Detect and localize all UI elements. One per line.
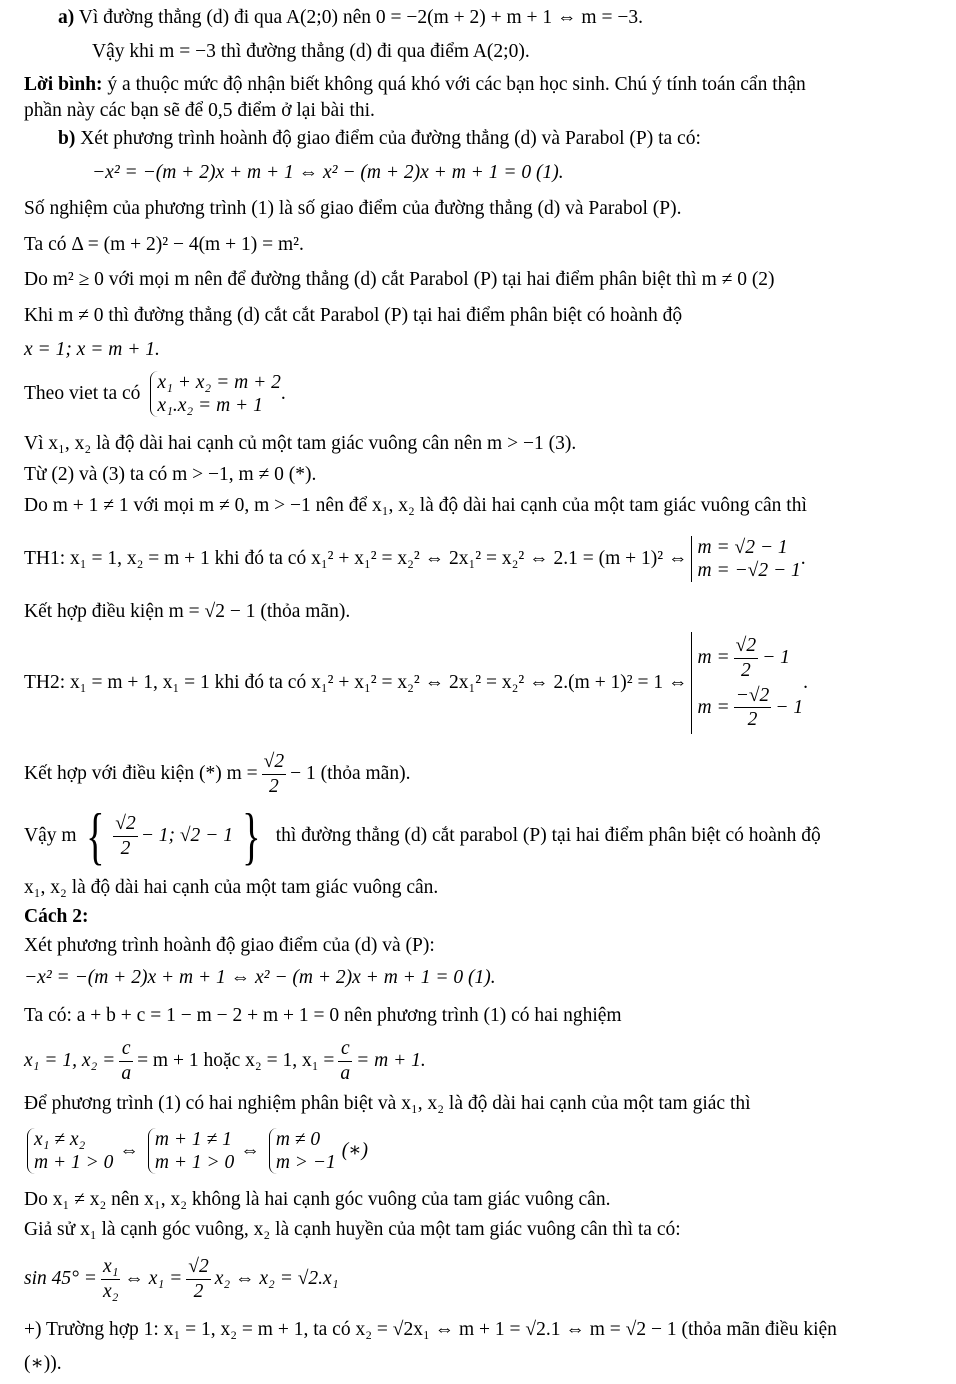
conclusion-set: − 1; √2 − 1 [140,825,233,847]
part-b-line-11: Do m + 1 ≠ 1 với mọi m ≠ 0, m > −1 nên để x₁, x₂ là độ dài hai cạnh của một tam giác vuông cân thì [24,495,807,516]
part-b-equation-1: −x² = −(m + 2)x + m + 1 ⇔ x² − (m + 2)x + m + 1 = 0 (1). [92,162,564,183]
comment-line-1 [24,73,806,96]
th2-root-1 [698,634,804,682]
right-curly-brace-icon: } [242,800,261,871]
method-2-line-5: Để phương trình (1) có hai nghiệm phân biệt và x₁, x₂ là độ dài hai cạnh của một tam giác thì [24,1093,751,1114]
sin-frac-2 [186,1255,210,1303]
combine-2-num: √2 [262,750,286,774]
th2-text: TH2: x₁ = m + 1, x₁ = 1 khi đó ta có x₁² + x₁² = x₂² ⇔ 2x₁² = x₂² ⇔ 2.(m + 1)² = 1 ⇔ [24,672,688,694]
part-b-line-9: Vì x₁, x₂ là độ dài hai cạnh củ một tam giác vuông cân nên m > −1 (3). [24,433,577,454]
system-a-row-1: x₁ ≠ x₂ [34,1128,86,1150]
th2-root-2-den: 2 [747,709,758,731]
system-tag: (∗) [341,1140,368,1162]
conclusion-frac [113,812,137,860]
part-b-line-10: Từ (2) và (3) ta có m > −1, m ≠ 0 (*). [24,464,317,485]
part-a-line-1 [58,6,643,29]
method-2-label: Cách 2: [24,906,89,927]
method-2-heading [24,905,88,928]
th1-root-2: m = −√2 − 1 [697,560,801,581]
case-1-line-2: (∗)). [24,1353,62,1374]
sin-num-2: √2 [186,1255,210,1279]
m2-l4-c: = m + 1. [356,1050,426,1072]
conclusion-line [24,800,821,871]
part-b-line-5: Do m² ≥ 0 với mọi m nên để đường thẳng (d) cắt Parabol (P) tại hai điểm phân biệt thì m ≠ 0 (2) [24,269,775,290]
equiv-2: ⇔ [240,1140,260,1162]
comment-line-2: phần này các bạn sẽ để 0,5 điểm ở lại bài thi. [24,100,375,121]
th2-root-1-rhs: − 1 [762,647,790,669]
viet-system [24,366,286,422]
combine-2-pre: Kết hợp với điều kiện (*) m = [24,763,258,785]
system-b [148,1128,234,1175]
system-c-row-1: m ≠ 0 [275,1128,321,1150]
system-c [269,1128,336,1175]
combine-1: Kết hợp điều kiện m = √2 − 1 (thỏa mãn). [24,601,351,622]
m2-l4-frac-1 [119,1037,133,1085]
combine-2 [24,745,410,803]
m2-l4-a: x₁ = 1, x₂ = [24,1050,116,1072]
th2-root-1-den: 2 [741,659,751,681]
th2-root-2-num: −√2 [734,684,772,708]
comment-text-1: ý a thuộc mức độ nhận biết không quá khó với các bạn học sinh. Chú ý tính toán cẩn thận [107,74,806,95]
system-b-row-1: m + 1 ≠ 1 [154,1128,232,1150]
method-2-line-4 [24,1034,426,1088]
m2-l4-frac-2 [338,1037,352,1085]
viet-row-2: x₁.x₂ = m + 1 [157,395,263,416]
sin-pre: sin 45° = [24,1268,97,1290]
method-2-line-3: Ta có: a + b + c = 1 − m − 2 + m + 1 = 0 nên phương trình (1) có hai nghiệm [24,1005,622,1026]
m2-l4-f1-den: a [121,1062,132,1084]
viet-brace [150,371,280,418]
combine-2-post: − 1 (thỏa mãn). [290,763,411,785]
conclusion-num: √2 [113,812,137,836]
sin-frac-1 [101,1255,120,1303]
case-1-line: +) Trường hợp 1: x₁ = 1, x₂ = m + 1, ta có x₂ = √2x₁ ⇔ m + 1 = √2.1 ⇔ m = √2 − 1 (thỏa mãn điều kiện [24,1319,837,1340]
conclusion-pre: Vậy m [24,825,77,847]
th1-bracket [691,536,801,583]
th2-root-1-frac [734,634,758,682]
th2-root-1-num: √2 [734,634,758,658]
th2-root-2-lhs: m = [697,697,730,719]
th1-line [24,528,806,590]
part-b-text-1: Xét phương trình hoành độ giao điểm của đường thẳng (d) và Parabol (P) ta có: [80,128,701,149]
viet-row-1: x₁ + x₂ = m + 2 [157,371,281,393]
th2-root-2 [698,684,804,732]
m2-l4-b: = m + 1 hoặc x₂ = 1, x₁ = [137,1050,335,1072]
system-b-row-2: m + 1 > 0 [154,1152,235,1173]
sin-num: x₁ [101,1255,120,1279]
th1-root-1: m = √2 − 1 [697,536,788,558]
viet-prefix: Theo viet ta có [24,383,141,405]
sin-den: x₂ [102,1280,119,1302]
th2-root-2-frac [734,684,772,732]
part-b-line-6: Khi m ≠ 0 thì đường thẳng (d) cắt cắt Parabol (P) tại hai điểm phân biệt có hoành độ [24,305,683,326]
part-a-label: a) [58,7,75,28]
viet-suffix: . [280,383,286,405]
part-a-text-1: Vì đường thẳng (d) đi qua A(2;0) nên 0 = −2(m + 2) + m + 1 ⇔ m = −3. [78,7,643,28]
th1-end: . [800,548,806,570]
th1-text: TH1: x₁ = 1, x₂ = m + 1 khi đó ta có x₁² + x₁² = x₂² ⇔ 2x₁² = x₂² ⇔ 2.1 = (m + 1)² ⇔ [24,548,688,570]
sin-den-2: 2 [193,1280,204,1302]
part-b-line-3: Số nghiệm của phương trình (1) là số giao điểm của đường thẳng (d) và Parabol (P). [24,198,682,219]
conclusion-line-2: x₁, x₂ là độ dài hai cạnh của một tam giác vuông cân. [24,877,439,898]
system-a [27,1128,113,1175]
part-b-label: b) [58,128,76,149]
th2-root-1-lhs: m = [697,647,730,669]
equiv-1: ⇔ [119,1140,139,1162]
m2-l4-f2-num: c [338,1037,352,1061]
method-2-line-2: −x² = −(m + 2)x + m + 1 ⇔ x² − (m + 2)x + m + 1 = 0 (1). [24,967,496,988]
method-2-line-8: Giả sử x₁ là cạnh góc vuông, x₂ là cạnh huyền của một tam giác vuông cân thì ta có: [24,1219,681,1240]
th2-end: . [803,672,808,694]
method-2-system [24,1122,368,1180]
part-b-line-7: x = 1; x = m + 1. [24,339,160,360]
part-a-line-2: Vậy khi m = −3 thì đường thẳng (d) đi qua điểm A(2;0). [92,41,530,62]
sin-post: x₂ ⇔ x₂ = √2.x₁ [214,1268,339,1290]
th2-line [24,624,808,742]
part-b-line-4: Ta có Δ = (m + 2)² − 4(m + 1) = m². [24,234,304,255]
sin-line [24,1248,339,1310]
comment-label: Lời bình: [24,74,103,95]
th2-root-2-rhs: − 1 [775,697,804,719]
method-2-line-1: Xét phương trình hoành độ giao điểm của (d) và (P): [24,935,435,956]
sin-mid: ⇔ x₁ = [124,1268,183,1290]
left-curly-brace-icon: { [85,800,105,871]
system-c-row-2: m > −1 [275,1152,336,1173]
conclusion-den: 2 [120,837,131,859]
part-b-line-1 [58,127,701,150]
m2-l4-f2-den: a [340,1062,351,1084]
combine-2-frac [262,750,286,798]
conclusion-post: thì đường thẳng (d) cắt parabol (P) tại hai điểm phân biệt có hoành độ [275,825,821,847]
m2-l4-f1-num: c [119,1037,133,1061]
system-a-row-2: m + 1 > 0 [34,1152,114,1173]
th2-bracket [691,632,804,734]
method-2-line-7: Do x₁ ≠ x₂ nên x₁, x₂ không là hai cạnh góc vuông của tam giác vuông cân. [24,1189,611,1210]
combine-2-den: 2 [268,775,279,797]
